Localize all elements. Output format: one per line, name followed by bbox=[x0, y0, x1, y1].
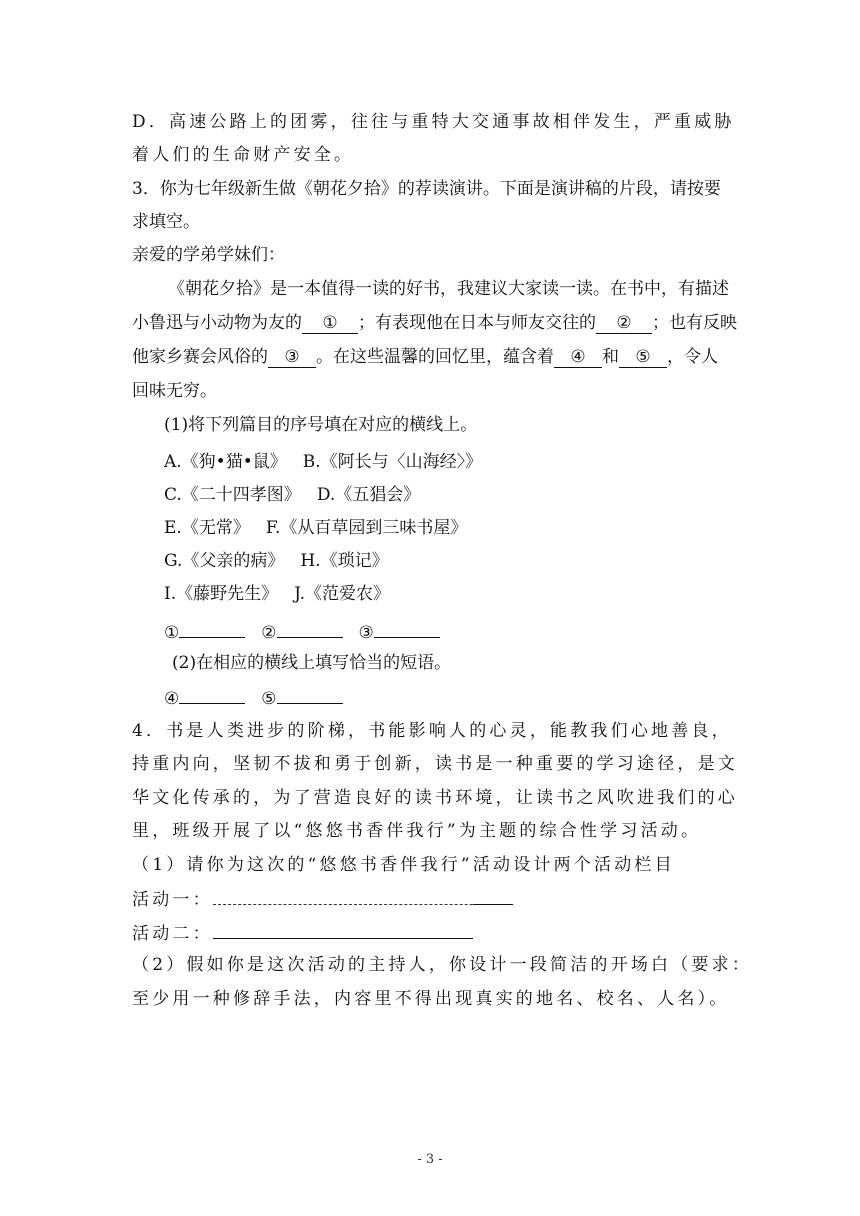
blank-3[interactable]: ③ bbox=[268, 347, 316, 368]
activity-2-label: 活动二： bbox=[132, 924, 213, 944]
q3-text: ；也有反映 bbox=[652, 313, 737, 333]
activity-1-label: 活动一： bbox=[132, 890, 213, 910]
option-item: D.《五猖会》 bbox=[316, 485, 421, 505]
answer-blank-4[interactable] bbox=[179, 685, 245, 704]
q3-sub2-instruction: (2)在相应的横线上填写恰当的短语。 bbox=[172, 653, 452, 673]
q4-sub1: （1）请你为这次的“悠悠书香伴我行”活动设计两个活动栏目 bbox=[132, 855, 675, 875]
answer-label: ① bbox=[164, 623, 180, 643]
q3-paragraph-line3 bbox=[132, 345, 732, 369]
blank-4[interactable]: ④ bbox=[554, 347, 602, 368]
option-row bbox=[164, 450, 764, 474]
option-item: F.《从百草园到三味书屋》 bbox=[265, 518, 468, 538]
q4-line1: 4．书是人类进步的阶梯，书能影响人的心灵，能教我们心地善良， bbox=[132, 721, 732, 741]
q3-text: 他家乡赛会风俗的 bbox=[132, 347, 268, 367]
activity-1-row bbox=[132, 886, 732, 912]
option-item: G.《父亲的病》 bbox=[164, 551, 285, 571]
option-item: J.《范爱农》 bbox=[294, 584, 391, 604]
answer-blank-1[interactable] bbox=[179, 619, 245, 638]
blank-5[interactable]: ⑤ bbox=[619, 347, 667, 368]
answer-label: ② bbox=[261, 623, 277, 643]
blank-2[interactable]: ② bbox=[596, 313, 652, 334]
answer-blank-3[interactable] bbox=[374, 619, 440, 638]
option-item: C.《二十四孝图》 bbox=[164, 485, 301, 505]
blank-1[interactable]: ① bbox=[302, 313, 358, 334]
page-number: - 3 - bbox=[417, 1152, 443, 1167]
q3-intro-line1: 3．你为七年级新生做《朝花夕拾》的荐读演讲。下面是演讲稿的片段，请按要 bbox=[132, 179, 721, 199]
q4-sub2-line2: 至少用一种修辞手法，内容里不得出现真实的地名、校名、人名）。 bbox=[132, 989, 730, 1009]
option-row bbox=[164, 483, 764, 507]
answer-label: ③ bbox=[358, 623, 374, 643]
q4-sub2-line1: （2）假如你是这次活动的主持人，你设计一段简洁的开场白（要求： bbox=[132, 955, 753, 975]
q4-line4: 里，班级开展了以“悠悠书香伴我行”为主题的综合性学习活动。 bbox=[132, 821, 702, 841]
option-d-line1: D．高速公路上的团雾，往往与重特大交通事故相伴发生，严重威胁 bbox=[132, 112, 735, 132]
activity-1-blank[interactable] bbox=[213, 886, 513, 905]
option-item: B.《阿长与〈山海经〉》 bbox=[302, 452, 483, 472]
answer-label: ④ bbox=[164, 689, 180, 709]
option-row bbox=[164, 582, 764, 606]
q3-text: 。在这些温馨的回忆里，蕴含着 bbox=[316, 347, 554, 367]
option-row bbox=[164, 549, 764, 573]
q3-text: 小鲁迅与小动物为友的 bbox=[132, 313, 302, 333]
q3-salutation: 亲爱的学弟学妹们： bbox=[132, 245, 285, 265]
q3-paragraph-line1: 《朝花夕拾》是一本值得一读的好书，我建议大家读一读。在书中，有描述 bbox=[168, 279, 729, 299]
q3-paragraph-line4: 回味无穷。 bbox=[132, 381, 217, 401]
option-d-line2: 着人们的生命财产安全。 bbox=[132, 145, 355, 165]
q3-text: ，令人 bbox=[667, 347, 718, 367]
answer-blank-2[interactable] bbox=[277, 619, 343, 638]
q3-sub1-instruction: (1)将下列篇目的序号填在对应的横线上。 bbox=[164, 415, 478, 435]
answer-blank-5[interactable] bbox=[277, 685, 343, 704]
q4-line2: 持重内向，坚韧不拔和勇于创新，读书是一种重要的学习途径，是文 bbox=[132, 754, 738, 774]
activity-2-blank[interactable] bbox=[213, 920, 473, 939]
q3-text: 和 bbox=[602, 347, 619, 367]
q3-intro-line2: 求填空。 bbox=[132, 212, 200, 232]
option-row bbox=[164, 516, 764, 540]
answer-row-2 bbox=[164, 685, 764, 711]
option-item: E.《无常》 bbox=[164, 518, 250, 538]
answer-label: ⑤ bbox=[261, 689, 277, 709]
q3-paragraph-line2 bbox=[132, 311, 737, 335]
activity-2-row bbox=[132, 920, 732, 946]
q4-line3: 华文化传承的，为了营造良好的读书环境，让读书之风吹进我们的心 bbox=[132, 788, 738, 808]
q3-text: ；有表现他在日本与师友交往的 bbox=[358, 313, 596, 333]
option-item: H.《琐记》 bbox=[300, 551, 389, 571]
answer-row-1 bbox=[164, 619, 764, 645]
option-item: I.《藤野先生》 bbox=[164, 584, 279, 604]
option-item: A.《狗•猫•鼠》 bbox=[164, 452, 287, 472]
